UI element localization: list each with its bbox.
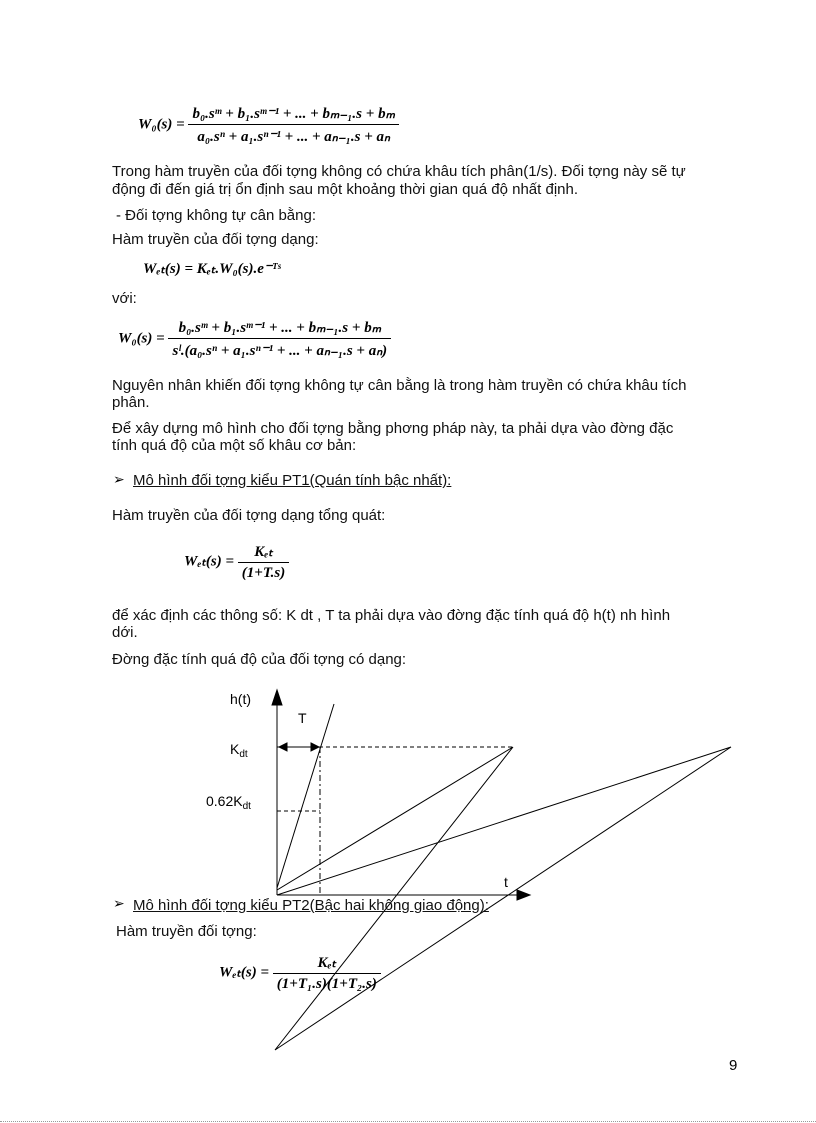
- eq-fraction: [273, 953, 381, 993]
- t-arrow-right: [311, 743, 319, 751]
- eq-denominator: sˡ.(a₀.sⁿ + a₁.sⁿ⁻¹ + ... + aₙ₋₁.s + aₙ): [172, 343, 388, 359]
- paragraph-line: Hàm truyền của đối tợng dạng:: [112, 231, 319, 248]
- paragraph-line: tính quá độ của một số khâu cơ bản:: [112, 437, 357, 454]
- eq-numerator: Kₑₜ: [238, 542, 289, 563]
- paragraph-line: Trong hàm truyền của đối tợng không có chứa khâu tích phân(1/s). Đối tợng này sẽ tự: [112, 163, 686, 180]
- arrow-bullet-icon: ➢: [113, 471, 125, 487]
- paragraph-line: Hàm truyền của đối tợng dạng tổng quát:: [112, 507, 386, 524]
- paragraph-line: với:: [112, 290, 137, 307]
- eq-numerator: Kₑₜ: [273, 953, 381, 974]
- y-axis-label: h(t): [230, 691, 251, 707]
- eq-lhs: Wₑₜ(s) =: [219, 964, 270, 981]
- paragraph-line: phân.: [112, 394, 150, 411]
- k-label: [230, 741, 248, 760]
- page-number: 9: [729, 1057, 738, 1074]
- eq-lhs: W₀(s) =: [118, 330, 165, 347]
- paragraph-line: động đi đến giá trị ổn định sau một khoảng thời gian quá độ nhất định.: [112, 181, 579, 198]
- eq-numerator: b₀.sᵐ + b₁.sᵐ⁻¹ + ... + bₘ₋₁.s + bₘ: [188, 104, 398, 125]
- equation-pt2: [219, 953, 381, 993]
- eq-denominator: (1+T₁.s)(1+T₂.s): [276, 976, 377, 992]
- eq-numerator: b₀.sᵐ + b₁.sᵐ⁻¹ + ... + bₘ₋₁.s + bₘ: [168, 318, 391, 339]
- x-axis-arrowhead: [517, 890, 530, 900]
- paragraph-line: Để xây dựng mô hình cho đối tợng bằng phơng pháp này, ta phải dựa vào đờng đặc: [112, 420, 674, 437]
- paragraph-line: Hàm truyền đối tợng:: [116, 923, 257, 940]
- eq-lhs: Wₑₜ(s) = Kₑₜ.W₀(s).e⁻ᵀˢ: [143, 261, 281, 277]
- arrow-bullet-icon: ➢: [113, 895, 125, 911]
- paragraph-line: dới.: [112, 624, 138, 641]
- k062-label-main: 0.62K: [206, 793, 243, 809]
- y-axis-arrowhead: [272, 690, 282, 705]
- eq-denominator: a₀.sⁿ + a₁.sⁿ⁻¹ + ... + aₙ₋₁.s + aₙ: [197, 129, 390, 145]
- eq-lhs: W₀(s) =: [138, 116, 185, 133]
- k062-label: [206, 793, 251, 812]
- k062-label-sub: dt: [242, 801, 251, 812]
- page-bottom-border: [0, 1121, 816, 1122]
- k-label-sub: dt: [239, 749, 248, 760]
- paragraph-line: để xác định các thông số: K dt , T ta phải dựa vào đờng đặc tính quá độ h(t) nh hình: [112, 607, 671, 624]
- k-label-main: K: [230, 741, 240, 757]
- section-heading-pt2: Mô hình đối tợng kiểu PT2(Bậc hai không giao động):: [133, 897, 489, 914]
- t-label: T: [298, 710, 307, 726]
- paragraph-line: Nguyên nhân khiến đối tợng không tự cân bằng là trong hàm truyền có chứa khâu tích: [112, 377, 687, 394]
- eq-denominator: (1+T.s): [241, 565, 286, 581]
- eq-lhs: Wₑₜ(s) =: [184, 553, 235, 570]
- paragraph-line: Đờng đặc tính quá độ của đối tợng có dạng:: [112, 651, 407, 668]
- section-heading-pt1: Mô hình đối tợng kiểu PT1(Quán tính bậc nhất):: [133, 472, 452, 489]
- x-axis-label: t: [504, 874, 508, 890]
- paragraph-line: - Đối tợng không tự cân bằng:: [116, 207, 316, 224]
- t-arrow-left: [279, 743, 287, 751]
